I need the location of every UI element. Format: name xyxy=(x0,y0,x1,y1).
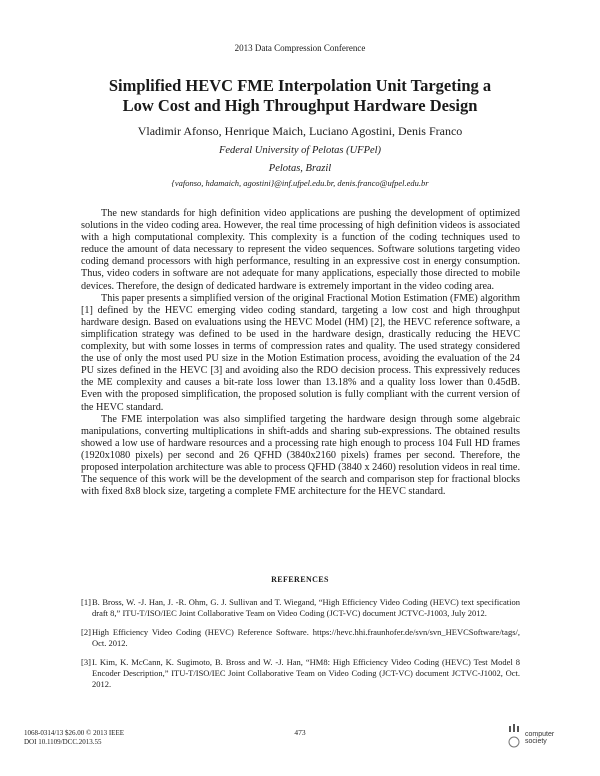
logo-line-1: computer xyxy=(525,731,555,738)
page-number: 473 xyxy=(294,728,306,737)
body-paragraph-3: The FME interpolation was also simplified targeting the hardware design through some algebraic manipulations, converting multiplications in shift-adds and sharing sub-expressions. The obtained results showed a low use of hardware resources and a processing rate high enough to process 104 Full HD frames (1920x1080 pixels) per second and 26 QFHD (3840x2160 pixels) frames per second. Therefore, the proposed interpolation architecture was able to process QFHD (3840 x 2460) resolution videos in real time. The sequence of this work will be the development of the search and comparison step for fractional blocks with fixed 8x8 block size, targeting a complete FME architecture for the HEVC standard. xyxy=(81,413,520,498)
abstract-body xyxy=(81,208,520,498)
computer-society-logo xyxy=(505,722,573,752)
reference-number: [1] xyxy=(81,597,91,607)
reference-list xyxy=(81,597,520,698)
location: Pelotas, Brazil xyxy=(268,163,332,174)
paper-title-line-2: Low Cost and High Throughput Hardware Design xyxy=(122,96,478,115)
author-emails: {vafonso, hdamaich, agostini}@inf.ufpel.edu.br, denis.franco@ufpel.edu.br xyxy=(171,178,429,188)
reference-item xyxy=(81,657,520,689)
reference-item xyxy=(81,627,520,648)
reference-text: High Efficiency Video Coding (HEVC) Reference Software. https://hevc.hhi.fraunhofer.de/svn/svn_HEVCSoftware/tags/, Oct. 2012. xyxy=(92,627,520,648)
reference-item xyxy=(81,597,520,618)
author-list: Vladimir Afonso, Henrique Maich, Luciano Agostini, Denis Franco xyxy=(137,124,463,138)
affiliation: Federal University of Pelotas (UFPel) xyxy=(218,145,382,156)
reference-number: [2] xyxy=(81,627,91,638)
body-paragraph-1: The new standards for high definition video applications are pushing the development of optimized solutions in the video coding area. However, the real time processing of high definition videos is associated with a high computational complexity. This complexity is a function of the coding techniques used to reduce the amount of data necessary to represent the video sequences. Software solutions targeting video coding demand processors with high performance, resulting in an expressive cost in energy consumption. Thus, video coders in software are not adequate for many applications, especially those directed to mobile devices. Therefore, the design of dedicated hardware is extremely important in the video coding area. xyxy=(81,208,520,292)
paper-title xyxy=(60,76,540,116)
body-paragraph-2: This paper presents a simplified version of the original Fractional Motion Estimation (FME) algorithm [1] defined by the HEVC emerging video coding standard, targeting a low cost and high throughput hardware design. Based on evaluations using the HEVC Model (HM) [2], the HEVC reference software, a simplification strategy was defined to be used in the hardware design, drastically reducing the HEVC complexity, but with some losses in terms of compression rates and quality. The used strategy considered the use of only the most used PU size in the Motion Estimation process, avoiding the evaluation of the 24 PU sizes defined in the HEVC [3] and avoiding also the RDO decision process. This expressively reduces the ME complexity and causes a bit-rate loss lower than 13.18% and a quality loss lower than 0.45dB. Even with the proposed simplification, the proposed solution is fully compliant with the current version of the HEVC standard. xyxy=(81,292,520,413)
reference-text: I. Kim, K. McCann, K. Sugimoto, B. Bross and W. -J. Han, “HM8: High Efficiency Video Coding (HEVC) Test Model 8 Encoder Description,” ITU-T/ISO/IEC Joint Collaborative Team on Video Coding (JCT-VC) document JCTVC-J1002, Oct. 2012. xyxy=(92,657,520,689)
paper-title-line-1: Simplified HEVC FME Interpolation Unit Targeting a xyxy=(108,76,492,95)
footer-issn: 1068-0314/13 $26.00 © 2013 IEEE xyxy=(24,729,125,737)
reference-text: B. Bross, W. -J. Han, J. -R. Ohm, G. J. Sullivan and T. Wiegand, “High Efficiency Video Coding (HEVC) text specification draft 8,” ITU-T/ISO/IEC Joint Collaborative Team on Video Coding (JCT-VC) document JCTVC-J1003, July 2012. xyxy=(92,597,520,618)
conference-header: 2013 Data Compression Conference xyxy=(234,43,366,53)
computer-society-logo-icon xyxy=(505,722,525,752)
reference-number: [3] xyxy=(81,657,91,668)
logo-line-2: society xyxy=(525,738,547,745)
logo-wordmark xyxy=(525,731,554,745)
references-heading: REFERENCES xyxy=(271,575,329,584)
footer-doi: DOI 10.1109/DCC.2013.55 xyxy=(24,738,102,746)
